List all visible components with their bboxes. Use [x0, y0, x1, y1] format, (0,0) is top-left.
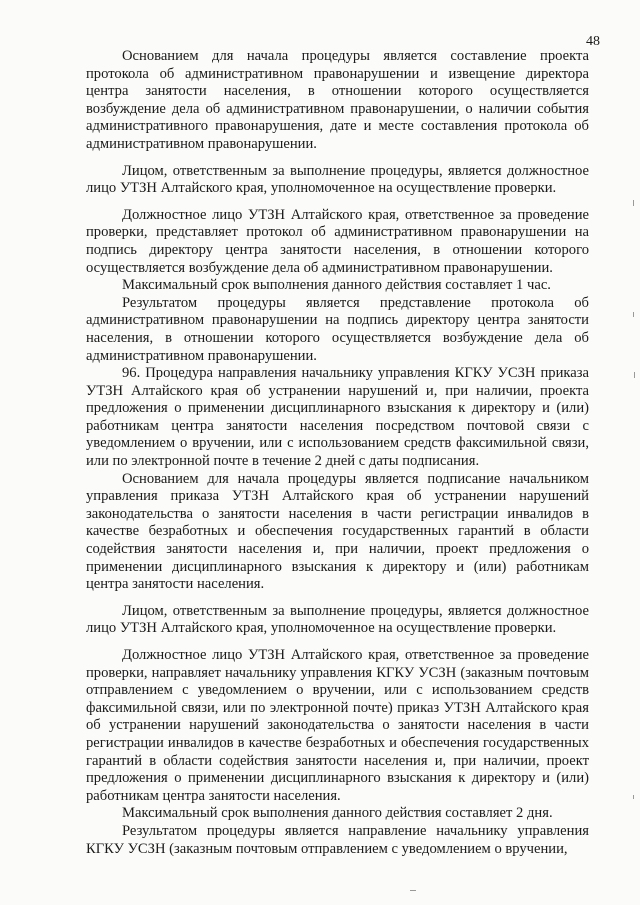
paragraph: Максимальный срок выполнения данного действия составляет 2 дня. — [122, 805, 553, 822]
paragraph: Максимальный срок выполнения данного действия составляет 1 час. — [122, 277, 551, 294]
paragraph: Лицом, ответственным за выполнение процедуры, является должностное лицо УТЗН Алтайского края, уполномоченное на осуществление проверки. — [86, 162, 589, 197]
scan-speck — [633, 200, 634, 206]
paragraph: Должностное лицо УТЗН Алтайского края, ответственное за проведение проверки, представляет протокол об административном правонарушении на подпись директору центра занятости населения, в отношении которого осуществляется возбуждение дела об административном правонарушении. — [86, 206, 589, 276]
page-number: 48 — [586, 34, 600, 49]
paragraph: Основанием для начала процедуры является составление проекта протокола об административном правонарушении и извещение директора центра занятости населения, в отношении которого осуществляется возбуждение дела об административном правонарушении, о наличии события административного правонарушения, дате и месте составления протокола об административном правонарушении. — [86, 48, 589, 152]
scan-speck — [633, 312, 634, 317]
scan-speck — [634, 372, 635, 378]
document-body — [86, 48, 589, 858]
scan-speck — [633, 795, 634, 799]
scan-speck — [410, 890, 416, 891]
paragraph: 96. Процедура направления начальнику управления КГКУ УСЗН приказа УТЗН Алтайского края об устранении нарушений и, при наличии, проекта предложения о применении дисциплинарного взыскания к директору и (или) работникам центра занятости населения посредством почтовой связи с уведомлением о вручении, или с использованием средств факсимильной связи, или по электронной почте в течение 2 дней с даты подписания. — [86, 365, 589, 470]
paragraph: Лицом, ответственным за выполнение процедуры, является должностное лицо УТЗН Алтайского края, уполномоченное на осуществление проверки. — [86, 602, 589, 637]
paragraph: Результатом процедуры является направление начальнику управления КГКУ УСЗН (заказным почтовым отправлением с уведомлением о вручении, — [86, 822, 589, 857]
paragraph: Должностное лицо УТЗН Алтайского края, ответственное за проведение проверки, направляет начальнику управления КГКУ УСЗН (заказным почтовым отправлением с уведомлением о вручении, или с использованием средств факсимильной связи, или по электронной почте) приказ УТЗН Алтайского края об устранении нарушений законодательства о занятости населения в части регистрации инвалидов в качестве безработных и обеспечения государственных гарантий в области содействия занятости населения и, при наличии, проект предложения о применении дисциплинарного взыскания к директору и (или) работникам центра занятости населения. — [86, 647, 589, 804]
paragraph: Основанием для начала процедуры является подписание начальником управления приказа УТЗН Алтайского края об устранении нарушений законодательства о занятости населения в части регистрации инвалидов в качестве безработных и обеспечения государственных гарантий в области содействия занятости населения и, при наличии, проект предложения о применении дисциплинарного взыскания к директору и (или) работникам центра занятости населения. — [86, 470, 589, 593]
paragraph: Результатом процедуры является представление протокола об административном правонарушении на подпись директору центра занятости населения, в отношении которого осуществляется возбуждение дела об административном правонарушении. — [86, 294, 589, 364]
